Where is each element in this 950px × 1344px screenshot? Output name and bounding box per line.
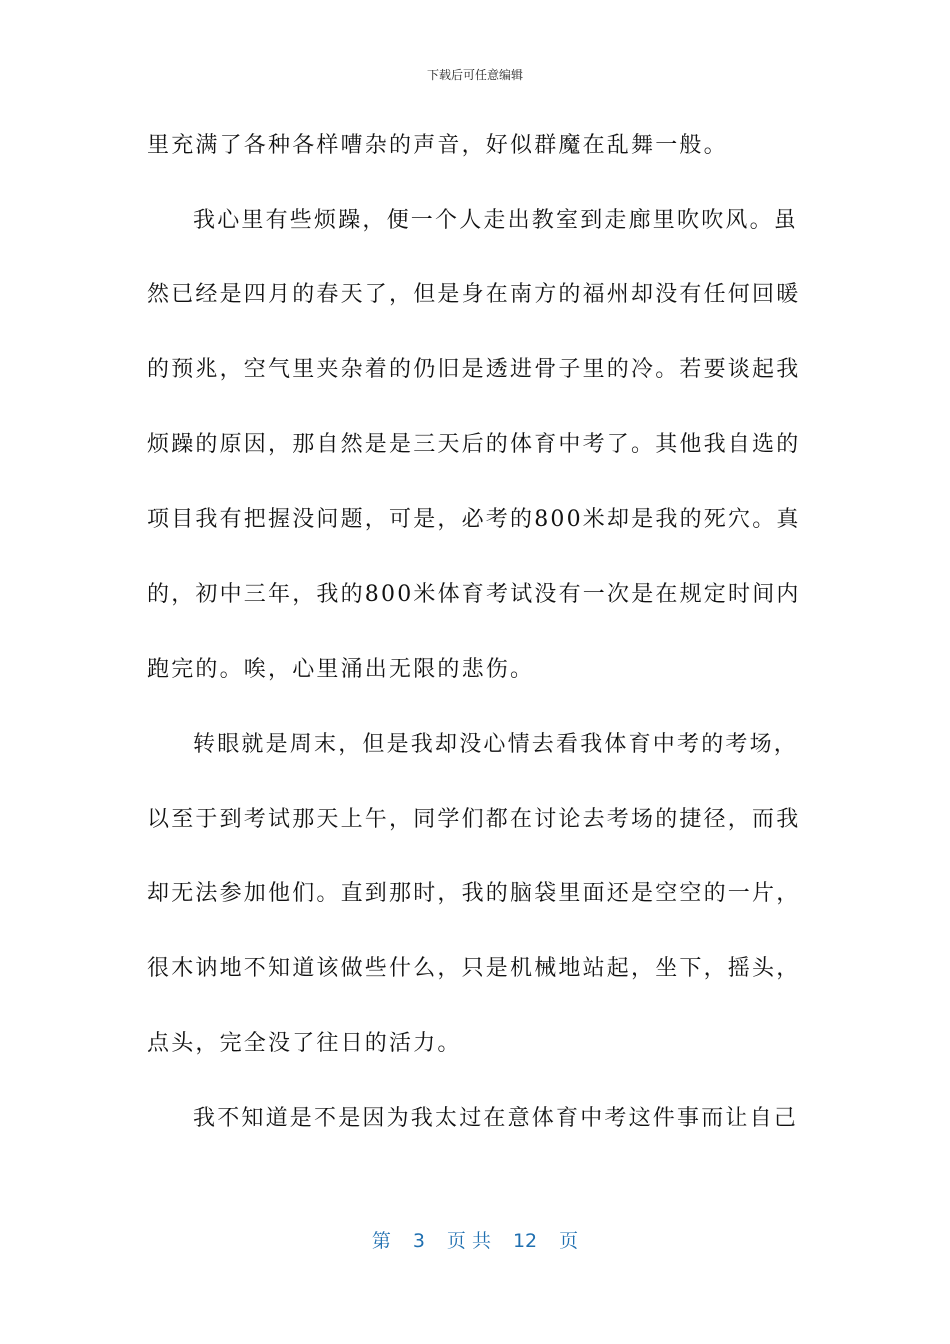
footer-current-page: 3 xyxy=(412,1230,425,1252)
text-line: 的预兆，空气里夹杂着的仍旧是透进骨子里的冷。若要谈起我 xyxy=(147,357,801,382)
text-line: 然已经是四月的春天了，但是身在南方的福州却没有任何回暖 xyxy=(147,282,801,307)
page-footer xyxy=(0,1226,950,1253)
footer-prefix: 第 xyxy=(371,1230,391,1252)
text-line: 跑完的。唉，心里涌出无限的悲伤。 xyxy=(147,657,535,682)
text-line: 很木讷地不知道该做些什么，只是机械地站起，坐下，摇头， xyxy=(147,956,801,981)
footer-middle: 页 共 xyxy=(446,1230,491,1252)
text-line: 转眼就是周末，但是我却没心情去看我体育中考的考场， xyxy=(193,732,799,757)
footer-total-pages: 12 xyxy=(512,1230,538,1252)
text-line: 烦躁的原因，那自然是是三天后的体育中考了。其他我自选的 xyxy=(147,432,801,457)
text-line: 项目我有把握没问题，可是，必考的800米却是我的死穴。真 xyxy=(147,507,801,532)
text-line: 点头，完全没了往日的活力。 xyxy=(147,1031,462,1056)
text-line: 里充满了各种各样嘈杂的声音，好似群魔在乱舞一般。 xyxy=(147,133,728,158)
text-line: 我心里有些烦躁，便一个人走出教室到走廊里吹吹风。虽 xyxy=(193,208,799,233)
text-line: 以至于到考试那天上午，同学们都在讨论去考场的捷径，而我 xyxy=(147,807,801,832)
text-line: 的，初中三年，我的800米体育考试没有一次是在规定时间内 xyxy=(147,582,801,607)
text-line: 却无法参加他们。直到那时，我的脑袋里面还是空空的一片， xyxy=(147,881,801,906)
footer-suffix: 页 xyxy=(559,1230,579,1252)
text-line: 我不知道是不是因为我太过在意体育中考这件事而让自己 xyxy=(193,1106,799,1131)
page-header-note: 下载后可任意编辑 xyxy=(426,68,523,82)
